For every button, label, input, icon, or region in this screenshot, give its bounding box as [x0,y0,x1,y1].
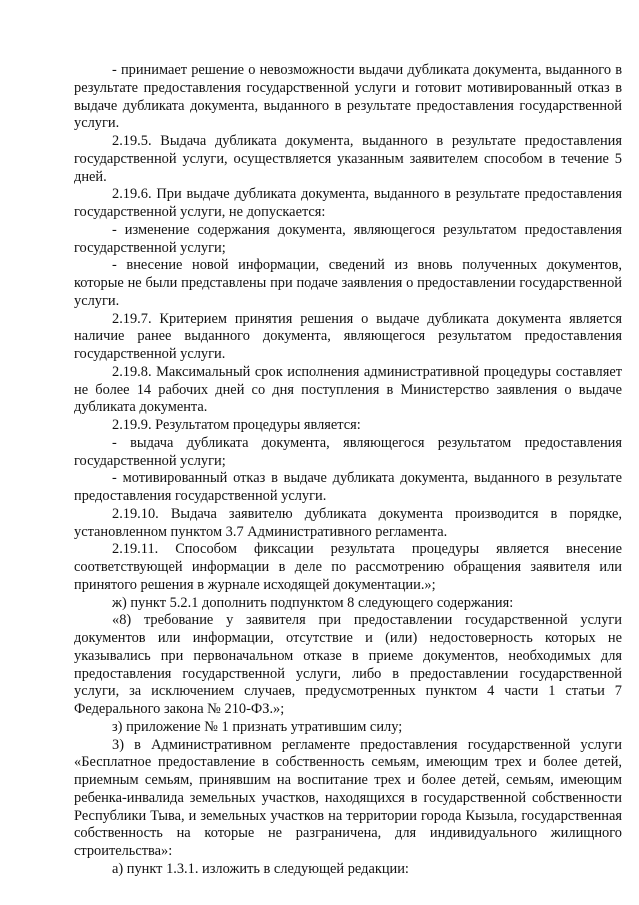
paragraph-item-z: з) приложение № 1 признать утратившим силу; [112,718,403,735]
paragraph-2-19-8: 2.19.8. Максимальный срок исполнения административной процедуры составляет не более 14 рабочих дней со дня поступления в Министерство заявления о выдаче дубликата документа. [74,363,622,416]
paragraph-2-19-11: 2.19.11. Способом фиксации результата процедуры является внесение соответствующей информации в деле по рассмотрению обращения заявителя или принятого решения в журнале исходящей документации.»; [74,541,622,593]
paragraph-2-19-9: 2.19.9. Результатом процедуры является: [112,417,361,433]
paragraph-new-info: - внесение новой информации, сведений из вновь полученных документов, которые не были представлены при подаче заявления о предоставлении государственной услуги. [74,257,622,309]
paragraph-2-19-5: 2.19.5. Выдача дубликата документа, выданного в результате предоставления государственной услуги, осуществляется указанным заявителем способом в течение 5 дней. [74,133,622,185]
paragraph-2-19-10: 2.19.10. Выдача заявителю дубликата документа производится в порядке, установленном пунктом 3.7 Административного регламента. [74,505,622,540]
paragraph-item-zh: ж) пункт 5.2.1 дополнить подпунктом 8 следующего содержания: [112,594,514,611]
paragraph-2-19-7: 2.19.7. Критерием принятия решения о выдаче дубликата документа является наличие ранее выданного документа, являющегося результатом предоставления государственной услуги. [74,310,622,362]
paragraph-refusal-decision: - принимает решение о невозможности выдачи дубликата документа, выданного в результате предоставления государственной услуги и готовит мотивированный отказ в выдаче дубликата документа, выданного в результате предоставления государственной услуги. [74,62,622,132]
paragraph-item-3: 3) в Административном регламенте предоставления государственной услуги «Бесплатное предоставление в собственность семьям, имеющим трех и более детей, приемным семьям, принявшим на воспитание трех и более детей, семьям, имеющим ребенка-инвалида земельных участков, находящихся в государственной собственности Республики Тыва, и земельных участков на территории города Кызыла, государственная собственность на которые не разграничена, для индивидуального жилищного строительства»: [74,736,622,859]
paragraph-reasoned-refusal: - мотивированный отказ в выдаче дубликата документа, выданного в результате предоставления государственной услуги. [74,470,622,504]
paragraph-content-change: - изменение содержания документа, являющегося результатом предоставления государственной услуги; [74,221,622,256]
paragraph-duplicate-issue: - выдача дубликата документа, являющегося результатом предоставления государственной услуги; [74,434,622,469]
paragraph-subitem-8: «8) требование у заявителя при предоставлении государственной услуги документов или информации, отсутствие и (или) недостоверность которых не указывались при первоначальном отказе в приеме документов, необходимых для предоставления государственной услуги, либо в предоставлении государственной услуги, за исключением случаев, предусмотренных пунктом 4 части 1 статьи 7 Федерального закона № 210-ФЗ.»; [74,612,622,717]
paragraph-2-19-6: 2.19.6. При выдаче дубликата документа, выданного в результате предоставления государственной услуги, не допускается: [74,186,622,220]
document-page [74,62,622,879]
paragraph-item-a: а) пункт 1.3.1. изложить в следующей редакции: [112,860,409,877]
